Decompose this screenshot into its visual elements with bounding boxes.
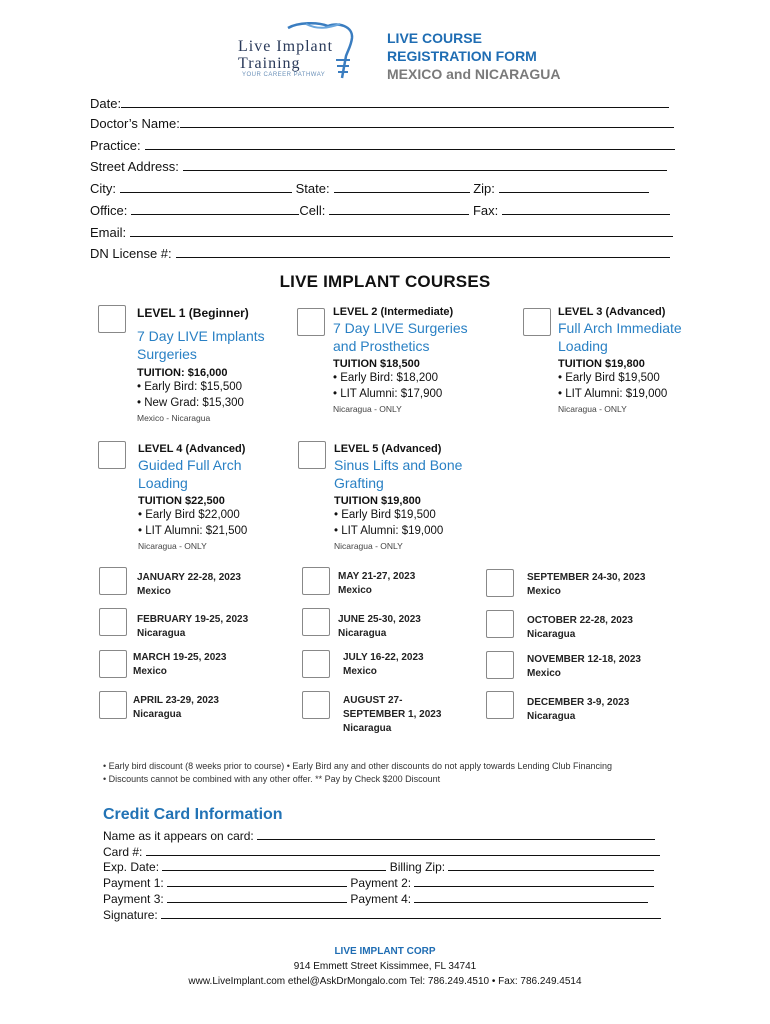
course-level3 (558, 306, 738, 414)
course-discount: • LIT Alumni: $17,900 (333, 388, 443, 400)
session-location: Nicaragua (343, 723, 392, 734)
course-level4 (138, 443, 298, 551)
session-location: Nicaragua (338, 628, 387, 639)
date-checkbox-apr[interactable] (99, 691, 127, 719)
course-name-line1: 7 Day LIVE Implants (137, 328, 265, 344)
cell-label: Cell: (299, 203, 326, 218)
course-early-bird: • Early Bird: $15,500 (137, 381, 243, 393)
course-early-bird: • Early Bird $19,500 (334, 509, 436, 521)
session-date-line2: SEPTEMBER 1, 2023 (343, 709, 442, 720)
course-name-line2: Surgeries (137, 346, 197, 362)
course-name (334, 456, 509, 492)
course-tuition: TUITION: $16,000 (137, 367, 228, 379)
cc-exp-zip-row (103, 859, 654, 874)
fax-label: Fax: (472, 203, 499, 218)
course-name-line2: Loading (138, 475, 188, 491)
footer-contact: www.LiveImplant.com ethel@AskDrMongalo.com Tel: 786.249.4510 • Fax: 786.249.4514 (188, 976, 582, 987)
course-name-line2: and Prosthetics (333, 338, 430, 354)
session-date: JUNE 25-30, 2023 (338, 614, 421, 625)
date-checkbox-jan[interactable] (99, 567, 127, 595)
payment4-label: Payment 4: (350, 892, 412, 906)
course-name-line1: Sinus Lifts and Bone (334, 457, 463, 473)
course-checkbox-level3[interactable] (523, 308, 551, 336)
date-field[interactable] (90, 95, 669, 111)
session-date: OCTOBER 22-28, 2023 (527, 615, 633, 626)
office-label: Office: (90, 203, 128, 218)
course-tuition: TUITION $19,800 (558, 358, 645, 370)
state-label: State: (295, 181, 330, 196)
course-level5 (334, 443, 509, 551)
discount-note-2: • Discounts cannot be combined with any other offer. ** Pay by Check $200 Discount (103, 774, 441, 784)
session-date: AUGUST 27- (343, 695, 403, 706)
session-location: Mexico (338, 585, 372, 596)
course-checkbox-level1[interactable] (98, 305, 126, 333)
course-checkbox-level5[interactable] (298, 441, 326, 469)
payment1-input[interactable] (167, 875, 347, 887)
footer-address: 914 Emmett Street Kissimmee, FL 34741 (293, 961, 477, 972)
payment3-label: Payment 3: (103, 892, 164, 906)
credit-card-title: Credit Card Information (103, 806, 283, 823)
session-date-oct (527, 614, 633, 642)
zip-label: Zip: (473, 181, 495, 196)
session-date-dec (527, 696, 629, 724)
session-date: JULY 16-22, 2023 (343, 652, 424, 663)
session-date-feb (137, 613, 248, 641)
session-date: MAY 21-27, 2023 (338, 571, 416, 582)
course-name-line2: Grafting (334, 475, 384, 491)
city-label: City: (90, 181, 116, 196)
logo-tagline: YOUR CAREER PATHWAY (242, 72, 326, 78)
course-early-bird: • Early Bird $19,500 (558, 372, 660, 384)
course-name-line1: Guided Full Arch (138, 457, 242, 473)
date-checkbox-mar[interactable] (99, 650, 127, 678)
form-title-line1: LIVE COURSE (387, 30, 482, 46)
license-field[interactable] (90, 245, 670, 261)
cc-card-label: Card #: (103, 845, 143, 859)
cc-exp-input[interactable] (162, 859, 386, 871)
street-address-label: Street Address: (90, 159, 179, 174)
course-level-label: LEVEL 3 (Advanced) (558, 306, 666, 318)
session-location: Mexico (527, 668, 561, 679)
logo-text-line1: Live Implant (238, 38, 334, 55)
date-checkbox-oct[interactable] (486, 610, 514, 638)
date-checkbox-aug[interactable] (302, 691, 330, 719)
courses-title: LIVE IMPLANT COURSES (279, 272, 491, 291)
course-location: Nicaragua - ONLY (333, 404, 402, 414)
payment3-input[interactable] (167, 891, 347, 903)
discount-note-1: • Early bird discount (8 weeks prior to course) • Early Bird any and other discounts do not apply towards Lending Club Financing (103, 761, 613, 771)
practice-field[interactable] (90, 137, 675, 153)
practice-label: Practice: (90, 138, 141, 153)
course-tuition: TUITION $19,800 (334, 495, 421, 507)
cc-zip-label: Billing Zip: (389, 860, 446, 874)
session-date-sep (527, 571, 645, 599)
course-name (558, 319, 738, 355)
cc-signature-field[interactable] (103, 907, 661, 922)
email-label: Email: (90, 225, 127, 240)
doctor-name-field[interactable] (90, 115, 674, 131)
footer-company: LIVE IMPLANT CORP (334, 946, 436, 957)
session-date: NOVEMBER 12-18, 2023 (527, 654, 641, 665)
session-date-aug (343, 694, 441, 736)
session-date-nov (527, 653, 641, 681)
course-name (137, 327, 297, 363)
cell-input[interactable] (329, 202, 469, 215)
date-checkbox-feb[interactable] (99, 608, 127, 636)
date-checkbox-jul[interactable] (302, 650, 330, 678)
date-checkbox-dec[interactable] (486, 691, 514, 719)
course-level1 (137, 306, 297, 423)
course-discount: • LIT Alumni: $19,000 (334, 525, 444, 537)
zip-input[interactable] (499, 180, 649, 193)
logo-text-line2: Training (238, 55, 301, 72)
office-input[interactable] (131, 202, 299, 215)
signature-label: Signature: (103, 908, 158, 922)
cc-payment-row-1 (103, 875, 654, 890)
date-checkbox-may[interactable] (302, 567, 330, 595)
fax-input[interactable] (502, 202, 670, 215)
course-name-line2: Loading (558, 338, 608, 354)
course-tuition: TUITION $18,500 (333, 358, 420, 370)
session-date-jan (137, 571, 241, 599)
session-date: MARCH 19-25, 2023 (133, 652, 227, 663)
session-location: Mexico (133, 666, 167, 677)
payment2-input[interactable] (414, 875, 654, 887)
session-location: Nicaragua (133, 709, 182, 720)
cc-card-field[interactable] (103, 844, 660, 859)
cc-payment-row-2 (103, 891, 648, 906)
date-checkbox-sep[interactable] (486, 569, 514, 597)
course-name-line1: 7 Day LIVE Surgeries (333, 320, 468, 336)
form-subtitle: MEXICO and NICARAGUA (387, 66, 561, 82)
session-date-mar (133, 651, 226, 679)
license-label: DN License #: (90, 246, 172, 261)
course-name-line1: Full Arch Immediate (558, 320, 682, 336)
course-early-bird: • Early Bird: $18,200 (333, 372, 439, 384)
payment4-input[interactable] (414, 891, 648, 903)
cc-zip-input[interactable] (448, 859, 654, 871)
session-location: Mexico (343, 666, 377, 677)
course-name (138, 456, 298, 492)
city-state-zip-row (90, 180, 649, 196)
payment1-label: Payment 1: (103, 876, 164, 890)
doctor-name-label: Doctor’s Name: (90, 116, 180, 131)
session-date: SEPTEMBER 24-30, 2023 (527, 572, 646, 583)
session-date-jul (343, 651, 424, 679)
form-title (387, 29, 537, 65)
course-level-label: LEVEL 2 (Intermediate) (333, 306, 454, 318)
session-date-apr (133, 694, 219, 722)
course-discount: • New Grad: $15,300 (137, 397, 244, 409)
session-date: JANUARY 22-28, 2023 (137, 572, 241, 583)
course-early-bird: • Early Bird $22,000 (138, 509, 240, 521)
session-location: Nicaragua (527, 711, 576, 722)
date-checkbox-nov[interactable] (486, 651, 514, 679)
cc-exp-label: Exp. Date: (103, 860, 160, 874)
office-cell-fax-row (90, 202, 670, 218)
form-title-line2: REGISTRATION FORM (387, 48, 537, 64)
state-input[interactable] (334, 180, 470, 193)
session-location: Mexico (137, 586, 171, 597)
session-location: Mexico (527, 586, 561, 597)
session-date-jun (338, 613, 421, 641)
cc-name-label: Name as it appears on card: (103, 829, 254, 843)
course-location: Nicaragua - ONLY (334, 541, 403, 551)
session-location: Nicaragua (137, 628, 186, 639)
course-checkbox-level4[interactable] (98, 441, 126, 469)
city-input[interactable] (120, 180, 292, 193)
course-location: Mexico - Nicaragua (137, 413, 211, 423)
date-checkbox-jun[interactable] (302, 608, 330, 636)
course-discount: • LIT Alumni: $21,500 (138, 525, 248, 537)
session-date: DECEMBER 3-9, 2023 (527, 697, 630, 708)
course-discount: • LIT Alumni: $19,000 (558, 388, 668, 400)
course-location: Nicaragua - ONLY (558, 404, 627, 414)
course-location: Nicaragua - ONLY (138, 541, 207, 551)
course-checkbox-level2[interactable] (297, 308, 325, 336)
email-field[interactable] (90, 224, 673, 240)
course-level-label: LEVEL 4 (Advanced) (138, 443, 246, 455)
session-date: FEBRUARY 19-25, 2023 (137, 614, 249, 625)
course-level2 (333, 306, 508, 414)
course-name (333, 319, 508, 355)
payment2-label: Payment 2: (350, 876, 412, 890)
cc-name-field[interactable] (103, 828, 655, 843)
date-label: Date: (90, 96, 122, 111)
session-date-may (338, 570, 415, 598)
course-tuition: TUITION $22,500 (138, 495, 225, 507)
course-level-label: LEVEL 1 (Beginner) (137, 306, 249, 320)
session-location: Nicaragua (527, 629, 576, 640)
street-address-field[interactable] (90, 158, 667, 174)
session-date: APRIL 23-29, 2023 (133, 695, 219, 706)
course-level-label: LEVEL 5 (Advanced) (334, 443, 442, 455)
